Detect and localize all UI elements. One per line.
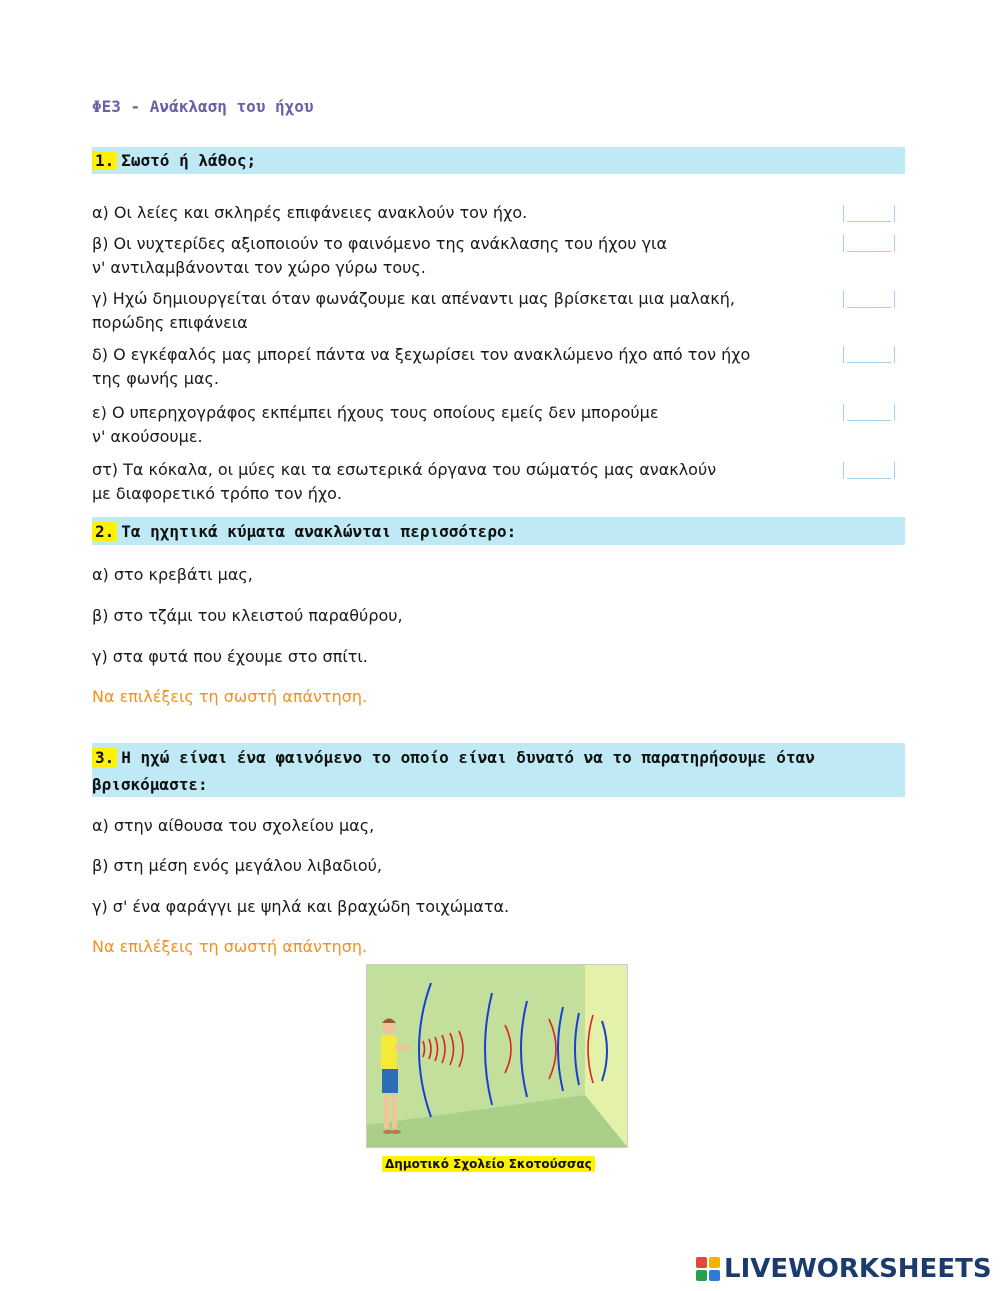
statement-f: στ) Τα κόκαλα, οι μύες και τα εσωτερικά όργανα του σώματός μας ανακλούν με διαφορετικό τρόπο τον ήχο. [92, 460, 717, 503]
statement-c: γ) Ηχώ δημιουργείται όταν φωνάζουμε και απέναντι μας βρίσκεται μια μαλακή, πορώδης επιφάνεια [92, 289, 735, 332]
option-b[interactable]: β) στη μέση ενός μεγάλου λιβαδιού, [92, 856, 383, 875]
option-c[interactable]: γ) στα φυτά που έχουμε στο σπίτι. [92, 647, 368, 666]
option-a[interactable]: α) στην αίθουσα του σχολείου μας, [92, 816, 375, 835]
page-title: ΦΕ3 - Ανάκλαση του ήχου [92, 97, 314, 116]
instruction-text: Να επιλέξεις τη σωστή απάντηση. [92, 687, 368, 706]
option-c[interactable]: γ) σ' ένα φαράγγι με ψηλά και βραχώδη τοιχώματα. [92, 897, 510, 916]
liveworksheets-logo [696, 1254, 992, 1284]
question-1-header [92, 147, 905, 174]
question-2-header [92, 517, 905, 545]
echo-illustration-svg [367, 965, 628, 1148]
answer-box-b[interactable] [843, 235, 895, 252]
answer-box-f[interactable] [843, 462, 895, 479]
statement-e: ε) Ο υπερηχογράφος εκπέμπει ήχους τους οποίους εμείς δεν μπορούμε ν' ακούσουμε. [92, 403, 659, 446]
answer-box-e[interactable] [843, 404, 895, 421]
echo-illustration [366, 964, 628, 1148]
question-number: 1. [92, 151, 117, 170]
logo-mark-icon [696, 1257, 720, 1281]
statement-a: α) Οι λείες και σκληρές επιφάνειες ανακλούν τον ήχο. [92, 203, 528, 222]
logo-text: LIVEWORKSHEETS [724, 1254, 992, 1284]
question-heading: Τα ηχητικά κύματα ανακλώνται περισσότερο: [121, 522, 517, 541]
question-heading-line1: Η ηχώ είναι ένα φαινόμενο το οποίο είναι δυνατό να το παρατηρήσουμε όταν [121, 748, 815, 767]
answer-box-c[interactable] [843, 291, 895, 308]
answer-box-d[interactable] [843, 346, 895, 363]
image-caption: Δημοτικό Σχολείο Σκοτούσσας [382, 1156, 595, 1172]
option-b[interactable]: β) στο τζάμι του κλειστού παραθύρου, [92, 606, 403, 625]
answer-box-a[interactable] [843, 205, 895, 222]
question-number: 2. [92, 522, 117, 541]
statement-d: δ) Ο εγκέφαλός μας μπορεί πάντα να ξεχωρίσει τον ανακλώμενο ήχο από τον ήχο της φωνής μας. [92, 345, 751, 388]
question-heading-line2: βρισκόμαστε: [92, 775, 208, 794]
question-heading: Σωστό ή λάθος; [121, 151, 257, 170]
statement-b: β) Οι νυχτερίδες αξιοποιούν το φαινόμενο της ανάκλασης του ήχου για ν' αντιλαμβάνονται τον χώρο γύρω τους. [92, 234, 667, 277]
instruction-text: Να επιλέξεις τη σωστή απάντηση. [92, 937, 368, 956]
option-a[interactable]: α) στο κρεβάτι μας, [92, 565, 253, 584]
question-number: 3. [92, 748, 117, 767]
question-3-header [92, 743, 905, 797]
